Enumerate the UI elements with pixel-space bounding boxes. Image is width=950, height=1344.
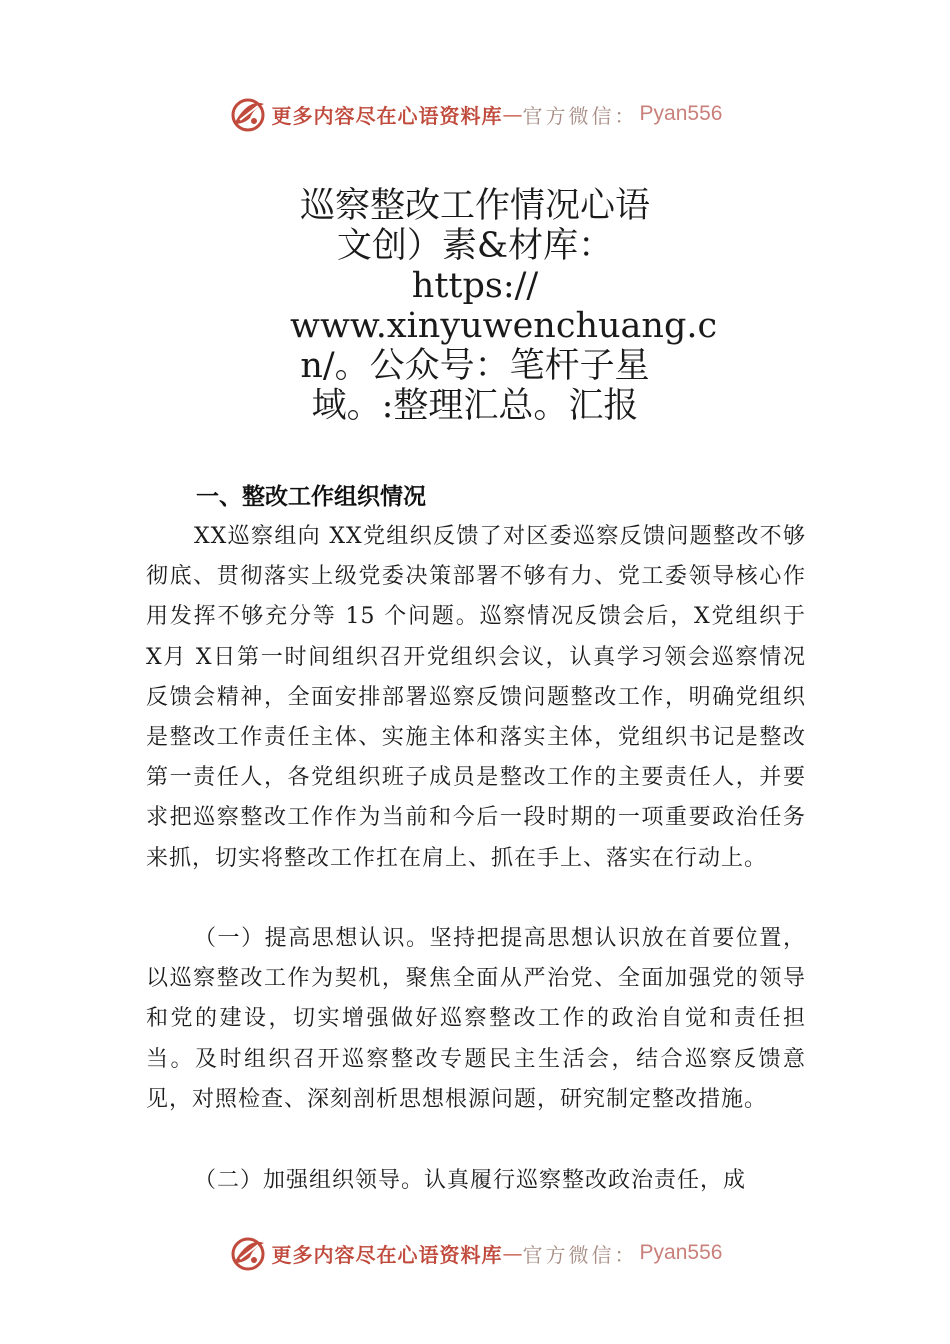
section-heading: 一、整改工作组织情况 bbox=[196, 484, 426, 510]
title-line: www.xinyuwenchuang.c bbox=[290, 306, 718, 346]
title-line: 文创）素&材库： bbox=[336, 226, 614, 266]
body-paragraph: （二）加强组织领导。认真履行巡察整改政治责任，成 bbox=[194, 1168, 747, 1193]
body-paragraph: XX巡察组向 XX党组织反馈了对区委巡察反馈问题整改不够彻底、贯彻落实上级党委决策部署不够有力、党工委领导核心作用发挥不够充分等 15 个问题。巡察情况反馈会后，X党组织于 X月 X日第一时间组织召开党组织会议，认真学习领会巡察情况反馈会精神，全面安排部署巡察反馈问题整改工作，明确党组织是整改工作责任主体、实施主体和落实主体，党组织书记是整改第一责任人，各党组织班子成员是整改工作的主要责任人，并要求把巡察整改工作作为当前和今后一段时期的一项重要政治任务来抓，切实将整改工作扛在肩上、抓在手上、落实在行动上。 bbox=[146, 524, 806, 871]
body-paragraph: （一）提高思想认识。坚持把提高思想认识放在首要位置，以巡察整改工作为契机，聚焦全面从严治党、全面加强党的领导和党的建设，切实增强做好巡察整改工作的政治自觉和责任担当。及时组织召开巡察整改专题民主生活会，结合巡察反馈意见，对照检查、深刻剖析思想根源问题，研究制定整改措施。 bbox=[146, 926, 806, 1112]
footer-banner bbox=[0, 1231, 950, 1275]
banner-wechat-id: Pyan556 bbox=[639, 102, 723, 125]
title-line: n/。公众号：笔杆子星 bbox=[300, 346, 650, 386]
title-line: 域。:整理汇总。汇报 bbox=[311, 386, 639, 426]
pen-logo-icon bbox=[228, 94, 268, 134]
banner-wechat-label: 官方微信： bbox=[522, 1242, 638, 1267]
banner-main-text: 更多内容尽在心语资料库 bbox=[271, 103, 503, 128]
header-banner bbox=[0, 92, 950, 136]
title-line: https:// bbox=[411, 266, 539, 306]
banner-dash: — bbox=[502, 1241, 523, 1265]
banner-dash: — bbox=[502, 102, 523, 126]
pen-logo-icon bbox=[228, 1233, 268, 1273]
title-line: 巡察整改工作情况心语 bbox=[299, 186, 650, 226]
document-title bbox=[290, 186, 718, 426]
banner-wechat-label: 官方微信： bbox=[522, 103, 638, 128]
banner-main-text: 更多内容尽在心语资料库 bbox=[271, 1242, 503, 1267]
banner-wechat-id: Pyan556 bbox=[639, 1241, 723, 1264]
